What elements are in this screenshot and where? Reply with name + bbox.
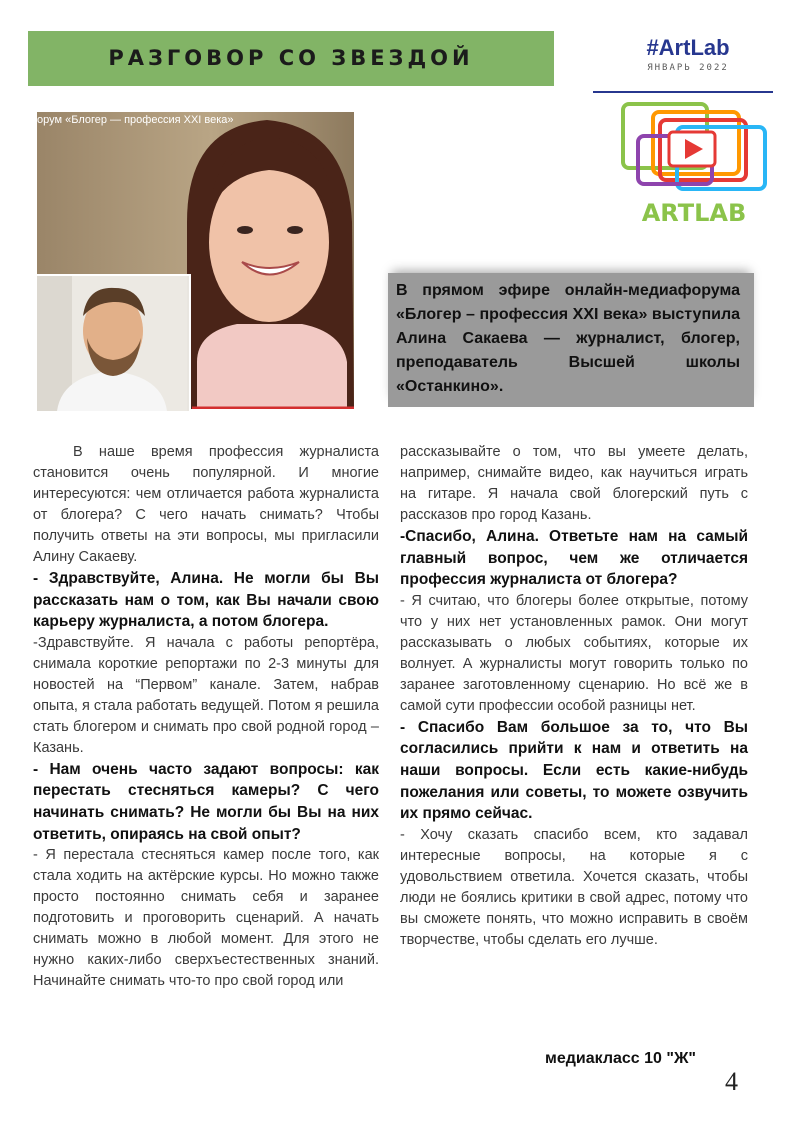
intro-box (388, 273, 754, 407)
brand-name: #ArtLab (646, 35, 730, 60)
interview-question (33, 759, 379, 845)
interview-question (33, 568, 379, 633)
question-text: Здравствуйте, Алина. Не могли бы Вы рассказать нам о том, как Вы начали свою карьеру журналиста, а потом блогера. (33, 570, 380, 631)
question-prefix: - (33, 760, 50, 778)
question-prefix: - (400, 718, 418, 736)
interviewer-image (37, 276, 187, 411)
brand-divider (593, 91, 773, 93)
section-banner (28, 31, 554, 86)
interview-question (400, 717, 748, 825)
video-caption: орум «Блогер — профессия XXI века» (37, 114, 234, 126)
question-text: Нам очень часто задают вопросы: как перестать стесняться камеры? С чего начинать снимать? Не могли бы Вы на них ответить, опираясь на свой опыт? (33, 760, 380, 843)
article-paragraph: рассказывайте о том, что вы умеете делать, например, снимайте видео, как научиться играть на гитаре. Я начала свой блогерский путь с рассказов про город Казань. (400, 444, 748, 523)
interview-answer: - Я перестала стесняться камер после того, как стала ходить на актёрские курсы. Но можно также просто постоянно снимать себя и заранее подготовить и проговорить сценарий. А начать снимать можно в любой момент. Для этого не нужно каких-либо сверхъестественных знаний. Начинайте снимать что-то про свой город или (33, 847, 379, 990)
interview-question (400, 526, 748, 591)
section-title: РАЗГОВОР СО ЗВЕЗДОЙ (108, 46, 474, 70)
interview-answer: - Хочу сказать спасибо всем, кто задавал интересные вопросы, на которые я с удовольствием ответила. Хочется сказать, чтобы люди не боялись критики в свой адрес, потому что вы сможете понять, что можно исправить в своём творчестве, чтобы сделать его лучше. (400, 826, 748, 948)
logo-text: ARTLAB (641, 199, 747, 226)
article-column-left (33, 442, 379, 992)
interview-answer: - Я считаю, что блогеры более открытые, потому что у них нет установленных рамок. Они могут рассказывать о любых событиях, которые их волнует. А журналисты могут говорить только по заранее заготовленному сценарию. Но всё же в самой сути профессии особой разницы нет. (400, 592, 748, 714)
article-paragraph: В наше время профессия журналиста становится очень популярной. И многие интересуются: чем отличается работа журналиста от блогера? С чего начать снимать? Чтобы получить ответы на эти вопросы, мы пригласили Алину Сакаеву. (33, 444, 379, 565)
article-column-right (400, 442, 748, 951)
question-text: Спасибо, Алина. Ответьте нам на самый главный вопрос, чем же отличается профессия журналиста от блогера? (400, 528, 748, 589)
page-number: 4 (725, 1067, 738, 1096)
intro-text: В прямом эфире онлайн-медиафорума «Блогер – профессия XXI века» выступила Алина Сакаева — журналист, блогер, преподаватель Высшей школы «Останкино». (396, 282, 740, 395)
interview-answer: -Здравствуйте. Я начала с работы репортёра, снимала короткие репортажи по 2-3 минуты для новостей на “Первом” канале. Затем, набрав опыта, я стала работать ведущей. Потом я решила стать блогером и снимать про свой родной город – Казань. (33, 634, 379, 756)
interviewer-inset (37, 274, 191, 413)
question-prefix: - (33, 570, 49, 587)
brand-block (618, 35, 758, 73)
issue-date: ЯНВАРЬ 2022 (647, 63, 729, 73)
question-text: Спасибо Вам большое за то, что Вы согласились прийти к нам и ответить на наши вопросы. Если есть какие-нибудь пожелания или советы, то можете озвучить их прямо сейчас. (400, 718, 749, 823)
artlab-logo (620, 100, 768, 226)
author-signature: медиакласс 10 "Ж" (545, 1050, 697, 1067)
question-prefix: - (400, 528, 406, 545)
